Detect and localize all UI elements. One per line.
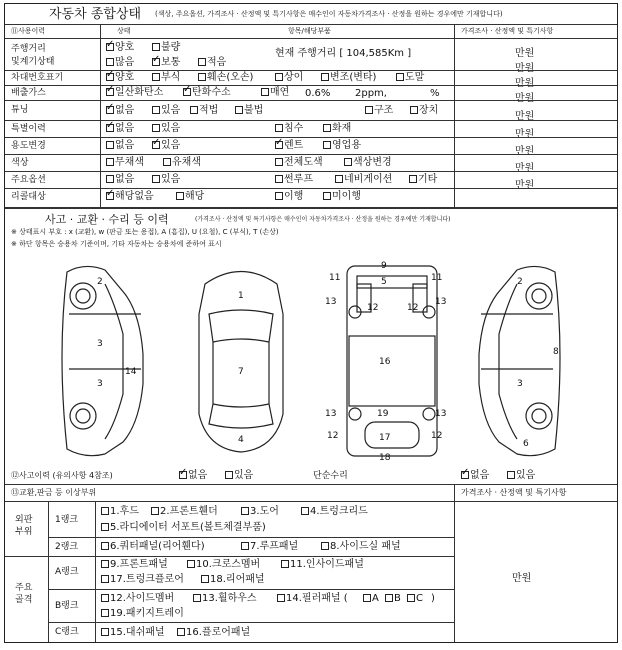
vin-good-check[interactable]: ✓ 양호 [106,73,134,83]
repair-none-check[interactable]: ✓ 없음 [461,471,489,481]
usage-yes-check[interactable]: ✓ 있음 [152,141,180,151]
co-value: 0.6% [305,88,331,99]
vin-altered-check[interactable]: 변조(변타) [321,73,376,83]
tuning-none-check[interactable]: ✓ 없음 [106,106,134,116]
car-diagram [5,254,617,469]
diag-top-1: 1 [238,291,244,301]
pillar-b-check[interactable]: B [385,594,401,604]
tuning-yes-check[interactable]: 있음 [152,106,180,116]
tuning-price: 만원 [515,111,535,122]
vin-painted-check[interactable]: 도말 [396,73,424,83]
usage-price: 만원 [515,146,535,157]
recall-none-check[interactable]: ✓ 해당없음 [106,192,154,202]
achromatic-check[interactable]: 무채색 [106,158,144,168]
main-label-2: 골격 [15,595,33,605]
accident-none-check[interactable]: ✓ 없음 [179,471,207,481]
sheet-title: 자동차 종합상태 [49,7,142,22]
sunroof-check[interactable]: 썬루프 [275,175,313,185]
diag-right-6: 6 [523,439,529,449]
rankB-label: B랭크 [55,601,79,611]
diag-frame-12b: 12 [407,303,419,313]
color-label: 색상 [11,158,29,168]
part-wheel-house-check[interactable]: 13.휠하우스 [193,594,257,604]
mileage-price-2: 만원 [515,63,535,74]
special-yes-check[interactable]: 있음 [152,124,180,134]
vehicle-condition-sheet [4,3,618,643]
diag-frame-11a: 11 [329,273,341,283]
diag-right-8: 8 [553,347,559,357]
mileage-price: 만원 [515,48,535,59]
rank2-label: 2랭크 [55,542,79,552]
part-hood-check[interactable]: 1.후드 [101,507,139,517]
pillar-close-paren: ) [431,593,435,604]
part-rear-panel-check[interactable]: 18.리어패널 [201,575,265,585]
diag-left-14: 14 [125,367,137,377]
col-status: 상태 [117,27,131,35]
tuning-device-check[interactable]: 장치 [410,106,438,116]
co-check[interactable]: ✓ 일산화탄소 [106,88,163,98]
diag-right-2: 2 [517,277,523,287]
part-trunk-lid-check[interactable]: 4.트렁크리드 [301,507,368,517]
recall-yes-check[interactable]: 해당 [176,192,204,202]
part-cross-member-check[interactable]: 10.크로스멤버 [187,560,260,570]
options-label: 주요옵션 [11,175,46,185]
diag-frame-18: 18 [379,453,391,463]
vin-rust-check[interactable]: 부식 [152,73,180,83]
tuning-illegal-check[interactable]: 불법 [235,106,263,116]
mileage-many-check[interactable]: 많음 [106,58,134,68]
diag-frame-13a: 13 [325,297,337,307]
chromatic-check[interactable]: 유채색 [163,158,201,168]
rankA-label: A랭크 [55,567,79,577]
special-price: 만원 [515,129,535,140]
options-yes-check[interactable]: 있음 [152,175,180,185]
legend-1: ※ 상태표시 부호 : x (교환), w (판금 또는 용접), A (흠집), U (요철), C (부식), T (손상) [11,228,279,236]
diag-frame-5: 5 [381,277,387,287]
rank1-label: 1랭크 [55,515,79,525]
simple-repair-label: 단순수리 [313,471,348,481]
part-trunk-floor-check[interactable]: 17.트렁크플로어 [101,575,184,585]
diag-frame-16: 16 [379,357,391,367]
diag-left-3b: 3 [97,379,103,389]
accident-note: (가격조사 · 산정액 및 특기사항은 매수인이 자동차가격조사 · 산정을 원하는 경우에만 기재합니다) [195,216,451,223]
vin-damage-check[interactable]: 훼손(오손) [198,73,253,83]
smoke-unit: % [430,88,440,99]
diag-frame-13d: 13 [435,409,447,419]
main-label: 주요 [15,583,33,593]
accident-title: 사고 · 교환 · 수리 등 이력 [45,213,169,226]
col-price: 가격조사 · 산정액 및 특기사항 [461,27,554,35]
color-price: 만원 [515,163,535,174]
smoke-check[interactable]: 매연 [261,88,289,98]
hc-check[interactable]: ✓ 탄화수소 [183,88,231,98]
outer-label: 외판 [15,515,33,525]
color-change-check[interactable]: 색상변경 [344,158,392,168]
outer-label-2: 부위 [15,527,33,537]
hc-value: 2ppm, [355,88,387,99]
diag-frame-9a: 9 [381,261,387,271]
full-paint-check[interactable]: 전체도색 [275,158,323,168]
rankC-label: C랭크 [55,627,79,637]
part-radiator-support-check[interactable]: 5.라디에이터 서포트(볼트체결부품) [101,523,266,533]
mileage-label2: 및계기상태 [11,57,55,67]
business-check[interactable]: 영업용 [323,141,361,151]
diag-top-7: 7 [238,367,244,377]
diag-frame-11b: 11 [431,273,443,283]
navigation-check[interactable]: 네비게이션 [335,175,392,185]
part-package-tray-check[interactable]: 19.패키지트레이 [101,609,184,619]
diag-frame-12a: 12 [367,303,379,313]
sheet-note: (색상, 주요옵션, 가격조사 · 산정액 및 특기사항은 매수인이 자동차가격조사 · 산정을 원하는 경우에만 기재합니다) [155,10,503,18]
options-none-check[interactable]: 없음 [106,175,134,185]
part-dash-panel-check[interactable]: 15.대쉬패널 [101,628,165,638]
emission-label: 배출가스 [11,88,46,98]
other-check[interactable]: 기타 [409,175,437,185]
pillar-a-check[interactable]: A [363,594,379,604]
part-front-panel-check[interactable]: 9.프론트패널 [101,560,168,570]
mileage-bad-check[interactable]: 불량 [152,43,180,53]
flood-check[interactable]: 침수 [275,124,303,134]
mileage-normal-check[interactable]: ✓ 보통 [152,58,180,68]
part-side-sill-check[interactable]: 8.사이드실 패널 [321,542,401,552]
vin-diff-check[interactable]: 상이 [275,73,303,83]
diag-left-2: 2 [97,277,103,287]
pillar-c-check[interactable]: C [407,594,423,604]
recall-notdone-check[interactable]: 미이행 [323,192,361,202]
diag-frame-19: 19 [377,409,389,419]
recall-label: 리콜대상 [11,192,46,202]
mileage-label1: 주행거리 [11,44,46,54]
usage-none-check[interactable]: 없음 [106,141,134,151]
part-pillar-panel-check[interactable]: 14.필러패널 ( [277,594,348,604]
current-mileage: 현재 주행거리 [ 104,585Km ] [275,48,412,59]
parts-price: 만원 [512,573,532,584]
tuning-label: 튜닝 [11,105,29,115]
part-side-member-check[interactable]: 12.사이드멤버 [101,594,174,604]
part-floor-panel-check[interactable]: 16.플로어패널 [177,628,250,638]
diag-left-3a: 3 [97,339,103,349]
special-label: 특별이력 [11,124,46,134]
part-door-check[interactable]: 3.도어 [241,507,279,517]
fire-check[interactable]: 화재 [323,124,351,134]
rent-check[interactable]: ✓ 렌트 [275,141,303,151]
usage-label: 용도변경 [11,141,46,151]
parts-price-header: 가격조사 · 산정액 및 특기사항 [461,488,567,497]
vin-label: 차대번호표기 [11,73,64,83]
diag-frame-12c: 12 [327,431,339,441]
repair-yes-check[interactable]: 있음 [507,471,535,481]
diag-top-4: 4 [238,435,244,445]
col-use-history: ⑪사용이력 [11,27,46,35]
part-front-fender-check[interactable]: 2.프론트휀더 [151,507,218,517]
diag-frame-13b: 13 [435,297,447,307]
diag-frame-12d: 12 [431,431,443,441]
part-roof-panel-check[interactable]: 7.루프패널 [241,542,298,552]
accident-yes-check[interactable]: 있음 [225,471,253,481]
mileage-good-check[interactable]: ✓양호 [106,43,134,53]
mileage-few-check[interactable]: 적음 [198,58,226,68]
emission-price: 만원 [515,93,535,104]
accident-history-label: ⑫사고이력 (유의사항 4참조) [11,471,113,480]
special-none-check[interactable]: ✓ 없음 [106,124,134,134]
diag-frame-17: 17 [379,433,391,443]
tuning-legal-check[interactable]: 적법 [190,106,218,116]
options-price: 만원 [515,180,535,191]
parts-title: ⑬교환,판금 등 이상부위 [11,488,97,497]
col-items: 항목/해당부품 [288,27,331,35]
part-quarter-panel-check[interactable]: 6.쿼터패널(리어휀다) [101,542,205,552]
vin-price: 만원 [515,78,535,89]
recall-done-check[interactable]: 이행 [275,192,303,202]
part-inside-panel-check[interactable]: 11.인사이드패널 [281,560,364,570]
diag-right-3: 3 [517,379,523,389]
tuning-structure-check[interactable]: 구조 [365,106,393,116]
diag-frame-13c: 13 [325,409,337,419]
legend-2: ※ 하단 항목은 승용차 기준이며, 기타 자동차는 승용차에 준하여 표시 [11,240,222,248]
